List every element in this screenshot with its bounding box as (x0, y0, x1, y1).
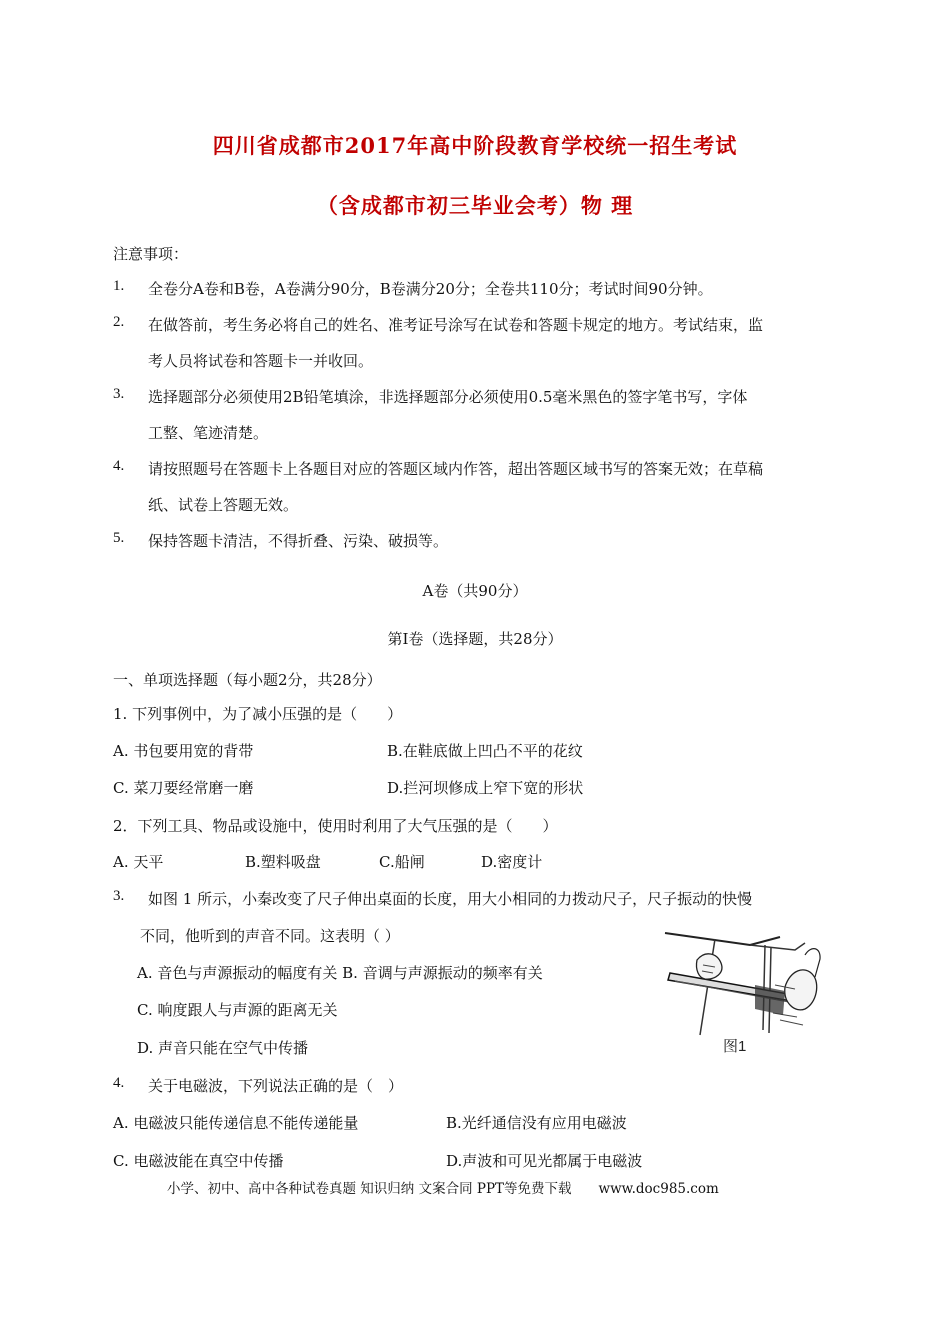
notice-item-text: 纸、试卷上答题无效。 (148, 496, 299, 514)
question-2-option-d: D.密度计 (481, 853, 543, 871)
question-4-number: 4. (113, 1075, 125, 1091)
notice-item-number: 5. (113, 530, 125, 546)
mc-heading: 一、单项选择题（每小题2分，共28分） (113, 671, 382, 689)
question-3-stem: 如图 1 所示，小秦改变了尺子伸出桌面的长度，用大小相同的力拨动尺子，尺子振动的快慢 (148, 890, 753, 908)
notice-item-text: 选择题部分必须使用2B铅笔填涂，非选择题部分必须使用0.5毫米黑色的签字笔书写，字体 (148, 388, 748, 406)
notice-heading: 注意事项： (113, 245, 189, 263)
page-title: 四川省成都市2017年高中阶段教育学校统一招生考试 (212, 133, 738, 158)
question-1-stem: 1. 下列事例中，为了减小压强的是（ ） (113, 705, 403, 723)
figure-1 (655, 925, 830, 1060)
question-2-option-c: C.船闸 (379, 853, 425, 871)
notice-item-number: 4. (113, 458, 125, 474)
notice-item-number: 3. (113, 386, 125, 402)
question-4-option-b: B.光纤通信没有应用电磁波 (446, 1114, 627, 1132)
question-2-option-b: B.塑料吸盘 (245, 853, 321, 871)
ruler-figure-illustration (655, 925, 830, 1060)
question-2-stem: 2．下列工具、物品或设施中，使用时利用了大气压强的是（ ） (113, 817, 558, 835)
figure-1-label: 图1 (723, 1038, 747, 1055)
question-3-options-ab: A. 音色与声源振动的幅度有关 B. 音调与声源振动的频率有关 (137, 964, 543, 982)
notice-item-text: 在做答前，考生务必将自己的姓名、准考证号涂写在试卷和答题卡规定的地方。考试结束，监 (148, 316, 764, 334)
question-1-option-b: B.在鞋底做上凹凸不平的花纹 (387, 742, 583, 760)
notice-item-number: 2. (113, 314, 125, 330)
question-4-option-c: C. 电磁波能在真空中传播 (113, 1152, 284, 1170)
question-1-option-c: C. 菜刀要经常磨一磨 (113, 779, 254, 797)
question-3-option-d: D. 声音只能在空气中传播 (137, 1039, 309, 1057)
notice-item-number: 1. (113, 278, 125, 294)
notice-item-text: 请按照题号在答题卡上各题目对应的答题区域内作答，超出答题区域书写的答案无效；在草稿 (148, 460, 764, 478)
notice-item-text: 工整、笔迹清楚。 (148, 424, 269, 442)
question-1-option-a: A. 书包要用宽的背带 (113, 742, 254, 760)
page-subtitle: （含成都市初三毕业会考）物 理 (316, 193, 634, 218)
question-3-option-c: C. 响度跟人与声源的距离无关 (137, 1001, 338, 1019)
question-4-option-a: A. 电磁波只能传递信息不能传递能量 (113, 1114, 359, 1132)
question-3-stem-cont: 不同，他听到的声音不同。这表明（ ） (140, 927, 400, 945)
question-3-number: 3. (113, 888, 125, 904)
notice-item-text: 全卷分A卷和B卷，A卷满分90分，B卷满分20分；全卷共110分；考试时间90分钟。 (148, 280, 713, 298)
question-1-option-d: D.拦河坝修成上窄下宽的形状 (387, 779, 584, 797)
question-4-option-d: D.声波和可见光都属于电磁波 (446, 1152, 643, 1170)
question-2-option-a: A. 天平 (113, 853, 164, 871)
footer-text: 小学、初中、高中各种试卷真题 知识归纳 文案合同 PPT等免费下载 www.doc985.com (167, 1181, 719, 1197)
notice-item-text: 保持答题卡清洁，不得折叠、污染、破损等。 (148, 532, 449, 550)
section-a-heading: A卷（共90分） (422, 582, 528, 600)
part-1-heading: 第I卷（选择题，共28分） (387, 630, 563, 648)
notice-item-text: 考人员将试卷和答题卡一并收回。 (148, 352, 374, 370)
question-4-stem: 关于电磁波，下列说法正确的是（ ） (148, 1077, 404, 1095)
